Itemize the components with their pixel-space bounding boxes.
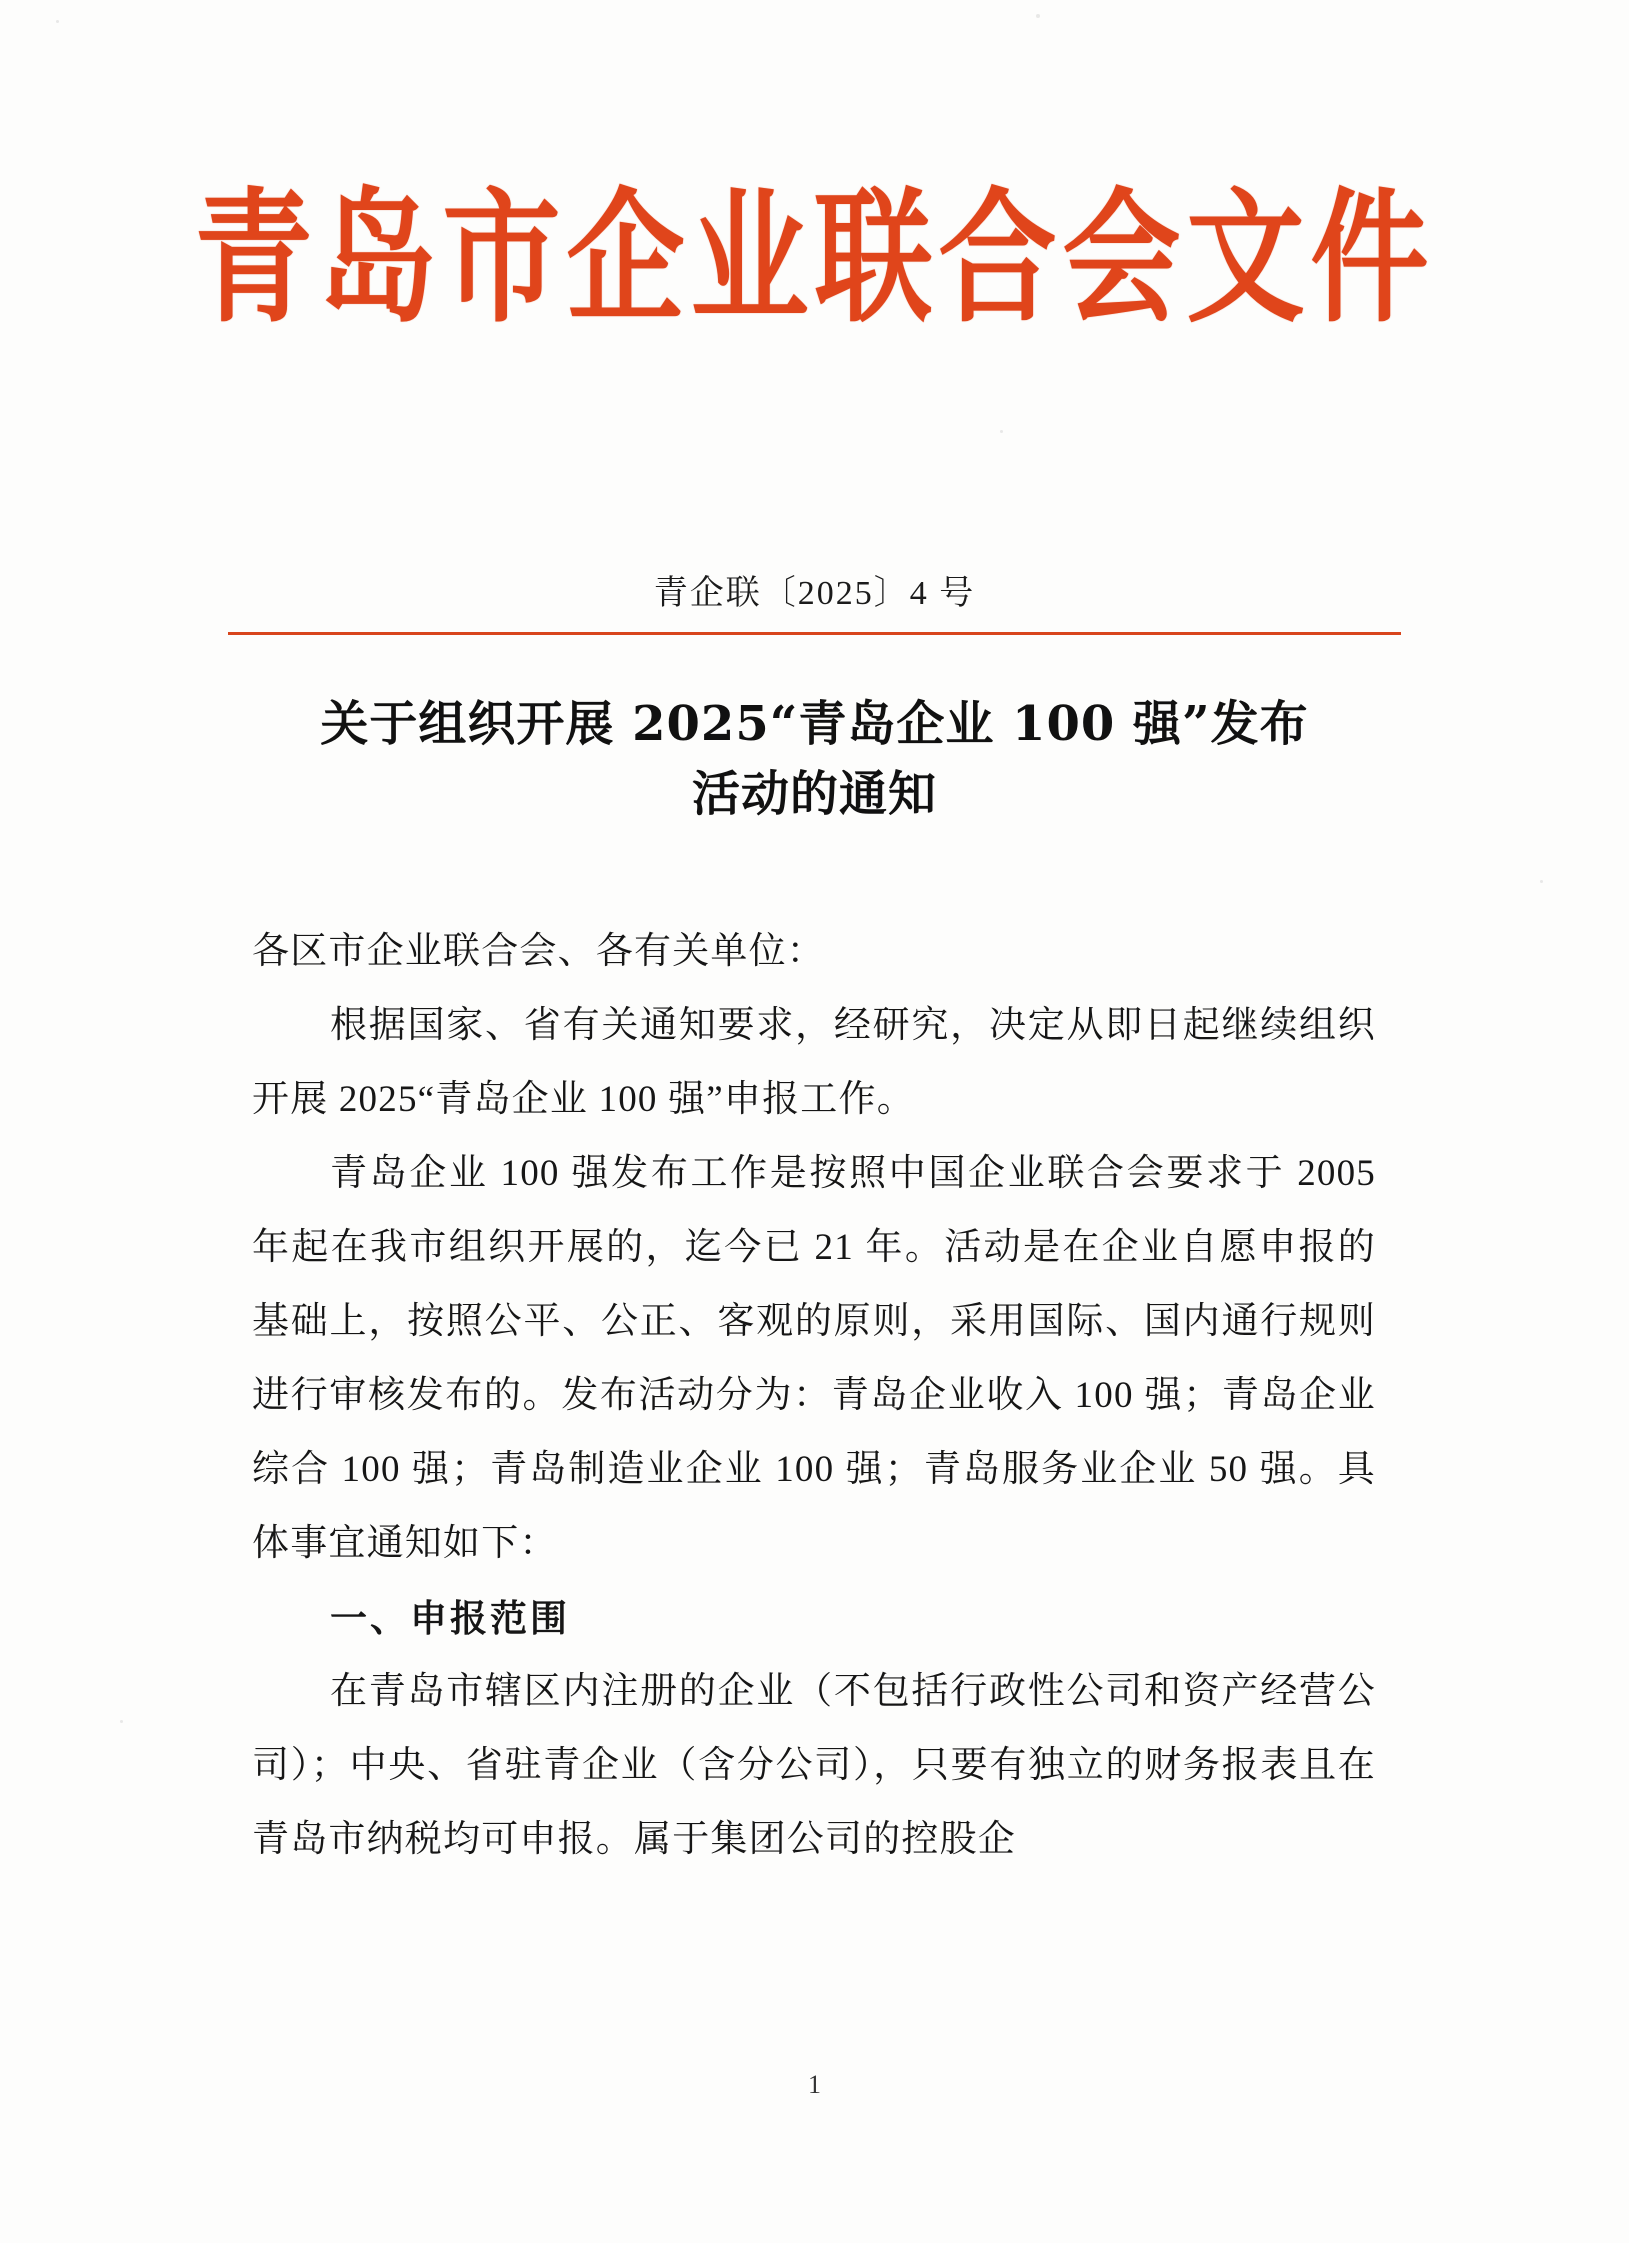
page-number: 1: [808, 2070, 821, 2099]
body-paragraph-2: 青岛企业 100 强发布工作是按照中国企业联合会要求于 2005 年起在我市组织开展的，迄今已 21 年。活动是在企业自愿申报的基础上，按照公平、公正、客观的原则，采用国际、国内通行规则进行审核发布的。发布活动分为：青岛企业收入 100 强；青岛企业综合 100 强；青岛制造业企业 100 强；青岛服务业企业 50 强。具体事宜通知如下：: [252, 1153, 1376, 1564]
section-paragraph-1: 在青岛市辖区内注册的企业（不包括行政性公司和资产经营公司）；中央、省驻青企业（含分公司），只要有独立的财务报表且在青岛市纳税均可申报。属于集团公司的控股企: [252, 1671, 1376, 1860]
document-body: [252, 915, 1376, 1877]
scan-speck: [1036, 14, 1040, 18]
scan-speck: [1540, 880, 1543, 883]
scan-speck: [120, 1720, 123, 1723]
red-divider-rule: [228, 632, 1401, 635]
scan-speck: [1000, 430, 1003, 433]
letterhead: [0, 172, 1629, 343]
salutation: 各区市企业联合会、各有关单位：: [252, 931, 825, 972]
scan-speck: [56, 20, 59, 23]
page-title: [228, 690, 1401, 829]
page-title-line-1: 关于组织开展 2025“青岛企业 100 强”发布: [320, 696, 1309, 752]
body-paragraph-1: 根据国家、省有关通知要求，经研究，决定从即日起继续组织开展 2025“青岛企业 100 强”申报工作。: [252, 1005, 1376, 1120]
section-heading-1: 一、申报范围: [330, 1596, 570, 1640]
page-title-line-2: 活动的通知: [691, 765, 937, 822]
letterhead-title: 青岛市企业联合会文件: [194, 172, 1435, 343]
document-number: 青企联〔2025〕4 号: [653, 575, 976, 612]
